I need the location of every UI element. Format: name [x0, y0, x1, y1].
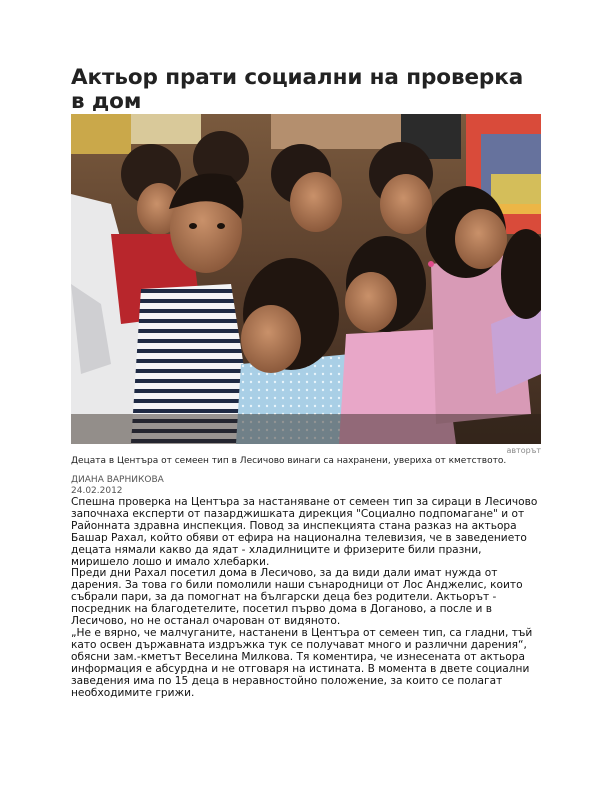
photo-credit: авторът	[506, 446, 541, 455]
article-photo	[71, 114, 541, 444]
photo-caption: Децата в Центъра от семеен тип в Лесичово винаги са нахранени, увериха от кметството.	[71, 456, 507, 466]
article-meta	[71, 475, 541, 497]
article-author: ДИАНА ВАРНИКОВА	[71, 475, 164, 485]
article	[71, 66, 541, 699]
paragraph: Преди дни Рахал посетил дома в Лесичово, за да види дали имат нужда от дарения. За това го били помолили наши сънародници от Лос Анджелис, които събрали пари, за да помогнат на български деца без родители. Актьорът - посредник на благодетелите, посетил първо дома в Доганово, а после и в Лесичово, но не останал очарован от видяното.	[71, 567, 523, 628]
article-body	[71, 497, 541, 699]
paragraph: „Не е вярно, че малчуганите, настанени в Центъра от семеен тип, са гладни, тъй като освен държавната издръжка тук се получават много и различни дарения“, обясни зам.-кметът Веселина Милкова. Тя коментира, че изнесената от актьора информация е абсурдна и не отговаря на истината. В момента в двете социални заведения има по 15 деца в неравностойно положение, за които се полагат необходимите грижи.	[71, 626, 533, 699]
photo-icon	[71, 114, 541, 444]
paragraph: Спешна проверка на Центъра за настаняване от семеен тип за сираци в Лесичово започнаха експерти от пазарджишката дирекция "Социално подпомагане" и от Районната здравна инспекция. Повод за инспекцията стана разказ на актьора Башар Рахал, който обяви от ефира на национална телевизия, че в заведението децата нямали какво да ядат - хладилниците и фризерите били празни, миришело лошо и имало хлебарки.	[71, 496, 538, 568]
article-date: 24.02.2012	[71, 486, 123, 496]
article-title: Актьор прати социални на проверка в дом	[71, 65, 524, 114]
